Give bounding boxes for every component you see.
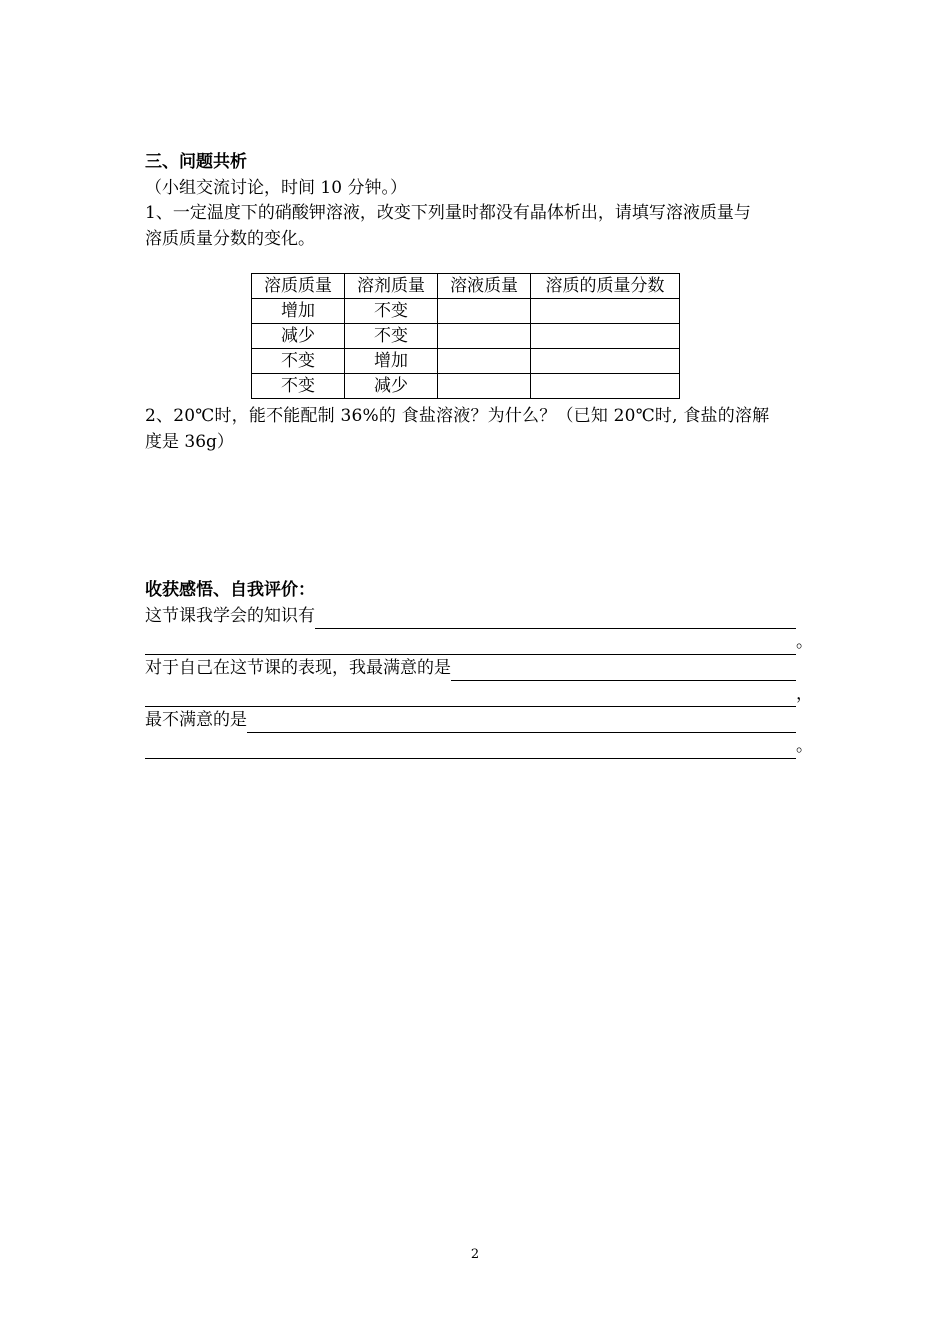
table-header-row xyxy=(252,274,680,299)
learned-label: 这节课我学会的知识有 xyxy=(145,606,315,626)
table-header-cell: 溶质质量 xyxy=(252,274,345,299)
satisfied-row-continued xyxy=(145,681,813,707)
table-cell-blank xyxy=(438,299,531,324)
table-cell: 减少 xyxy=(345,374,438,399)
table-cell: 增加 xyxy=(345,349,438,374)
period-mark: 。 xyxy=(796,632,813,652)
satisfied-blank-line[interactable] xyxy=(451,660,796,681)
learned-blank-line-2[interactable] xyxy=(145,634,796,655)
table-header-cell: 溶质的质量分数 xyxy=(531,274,680,299)
table-cell-blank xyxy=(531,324,680,349)
table-cell: 不变 xyxy=(252,374,345,399)
table-row xyxy=(252,349,680,374)
table-row xyxy=(252,299,680,324)
section-title: 三、问题共析 xyxy=(145,152,247,172)
learned-row xyxy=(145,603,810,629)
table-cell: 减少 xyxy=(252,324,345,349)
unsatisfied-blank-line-2[interactable] xyxy=(145,738,796,759)
comma-mark: ， xyxy=(796,684,813,704)
table-cell: 增加 xyxy=(252,299,345,324)
table-cell-blank xyxy=(531,374,680,399)
unsatisfied-row-continued xyxy=(145,733,813,759)
table-cell-blank xyxy=(531,349,680,374)
period-mark: 。 xyxy=(796,736,813,756)
satisfied-label: 对于自己在这节课的表现，我最满意的是 xyxy=(145,658,451,678)
learned-blank-line[interactable] xyxy=(315,608,796,629)
table-row xyxy=(252,324,680,349)
table-cell: 不变 xyxy=(345,324,438,349)
instruction-text: （小组交流讨论，时间 10 分钟。） xyxy=(145,178,407,198)
table-cell-blank xyxy=(531,299,680,324)
satisfied-blank-line-2[interactable] xyxy=(145,686,796,707)
question-2-line-1: 2、20℃时，能不能配制 36%的 食盐溶液？为什么？（已知 20℃时, 食盐的溶解 xyxy=(145,406,770,426)
table-cell-blank xyxy=(438,349,531,374)
question-1-line-2: 溶质质量分数的变化。 xyxy=(145,229,315,249)
mass-fraction-table xyxy=(251,273,680,399)
table-cell-blank xyxy=(438,324,531,349)
question-1-line-1: 1、一定温度下的硝酸钾溶液，改变下列量时都没有晶体析出，请填写溶液质量与 xyxy=(145,203,751,223)
unsatisfied-blank-line[interactable] xyxy=(247,712,796,733)
unsatisfied-label: 最不满意的是 xyxy=(145,710,247,730)
page-number: 2 xyxy=(470,1247,480,1262)
table-cell: 不变 xyxy=(345,299,438,324)
satisfied-row xyxy=(145,655,810,681)
table-cell-blank xyxy=(438,374,531,399)
learned-row-continued xyxy=(145,629,813,655)
unsatisfied-row xyxy=(145,707,810,733)
table-row xyxy=(252,374,680,399)
table-header-cell: 溶液质量 xyxy=(438,274,531,299)
question-2-line-2: 度是 36g） xyxy=(145,432,234,452)
table-cell: 不变 xyxy=(252,349,345,374)
table-header-cell: 溶剂质量 xyxy=(345,274,438,299)
reflection-title: 收获感悟、自我评价： xyxy=(145,580,315,600)
